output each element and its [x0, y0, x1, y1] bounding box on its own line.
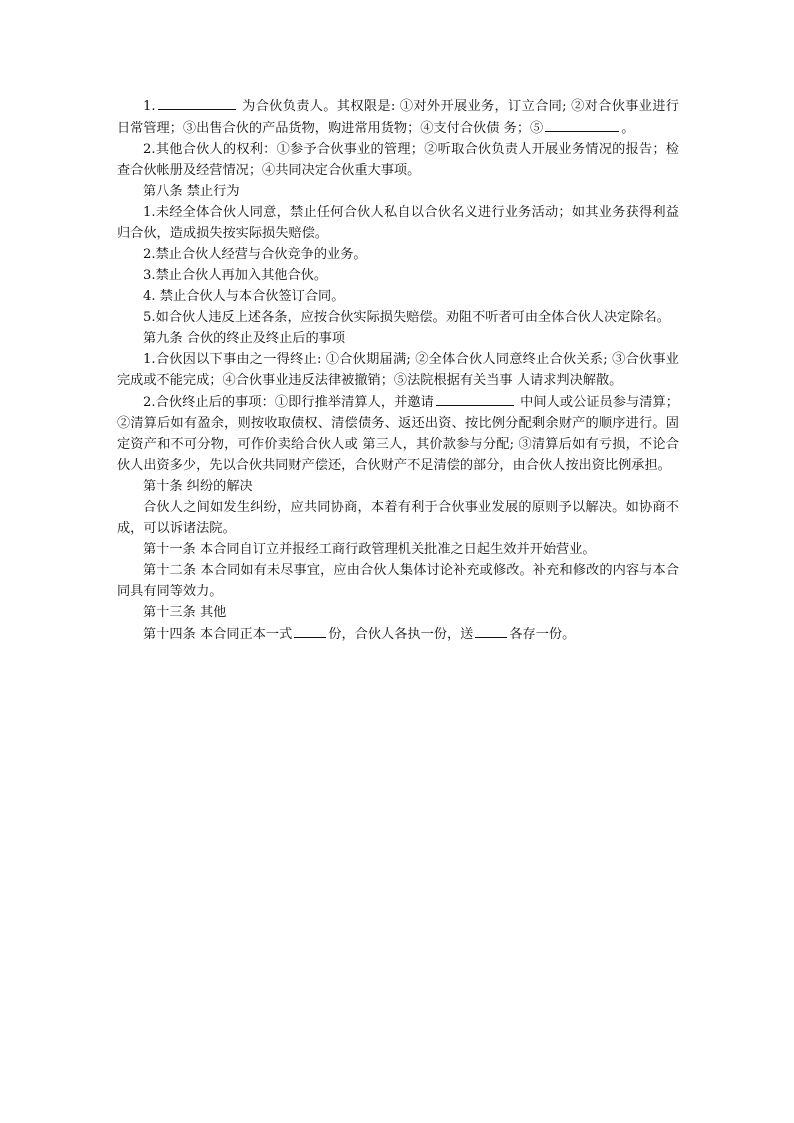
text: 2.合伙终止后的事项：①即行推举清算人，并邀请: [143, 395, 434, 410]
document-page: [117, 95, 679, 645]
paragraph-10: 合伙人之间如发生纠纷，应共同协商，本着有利于合伙事业发展的原则予以解决。如协商不成，可以诉诸法院。: [117, 500, 679, 536]
article-11: 第十一条 本合同自订立并报经工商行政管理机关批准之日起生效并开始营业。: [143, 542, 596, 557]
heading-article-13: 第十三条 其他: [143, 605, 227, 620]
paragraph-9-2: [117, 391, 679, 476]
text: 1.: [143, 99, 156, 114]
paragraph-8-1: 1.未经全体合伙人同意，禁止任何合伙人私自以合伙名义进行业务活动；如其业务获得利益归合伙，造成损失按实际损失赔偿。: [117, 205, 679, 241]
blank-line: [545, 117, 619, 132]
heading-article-8: 第八条 禁止行为: [143, 184, 240, 199]
article-14: [117, 623, 679, 645]
text: 为合伙负责人。其权限是: ①对外开展业务，订立合同; ②对合伙事业进行日常管理；③出售合伙的产品货物，购进常用货物；④支付合伙债 务；⑤: [117, 99, 679, 136]
blank-line: [475, 623, 507, 638]
heading-article-10: 第十条 纠纷的解决: [143, 479, 253, 494]
blank-line: [436, 391, 514, 406]
paragraph-8-5: 5.如合伙人违反上述各条，应按合伙实际损失赔偿。劝阻不听者可由全体合伙人决定除名。: [143, 310, 670, 325]
paragraph-8-3: 3.禁止合伙人再加入其他合伙。: [143, 268, 328, 283]
text: 第十四条 本合同正本一式: [143, 627, 293, 642]
text: 份，合伙人各执一份，送: [328, 627, 474, 642]
heading-article-9: 第九条 合伙的终止及终止后的事项: [143, 331, 346, 346]
paragraph-8-2: 2.禁止合伙人经营与合伙竞争的业务。: [143, 247, 367, 262]
paragraph-other-partners-rights: 2.其他合伙人的权利：①参予合伙事业的管理；②听取合伙负责人开展业务情况的报告；检查合伙帐册及经营情况；④共同决定合伙重大事项。: [117, 142, 679, 178]
blank-line: [294, 623, 326, 638]
text: 。: [621, 121, 635, 136]
paragraph-8-4: 4. 禁止合伙人与本合伙签订合同。: [143, 289, 345, 304]
article-12: 第十二条 本合同如有未尽事宜，应由合伙人集体讨论补充或修改。补充和修改的内容与本合同具有同等效力。: [117, 563, 679, 599]
paragraph-9-1: 1.合伙因以下事由之一得终止: ①合伙期届满; ②全体合伙人同意终止合伙关系; ③合伙事业完成或不能完成；④合伙事业违反法律被撤销；⑤法院根据有关当事 人请求判决解散。: [117, 352, 679, 388]
paragraph-responsible-partner: [117, 95, 679, 139]
text: 中间人或公证员参与清算；②清算后如有盈余，则按收取债权、清偿债务、返还出资、按比例分配剩余财产的顺序进行。固定资产和不可分物，可作价卖给合伙人或 第三人，其价款参与分配; ③清算后如有亏损，不论合伙人出资多少，先以合伙共同财产偿还，合伙财产不足清偿的部分，由合伙人按出资比例承担。: [117, 395, 679, 473]
blank-line: [158, 95, 236, 110]
text: 各存一份。: [509, 627, 576, 642]
